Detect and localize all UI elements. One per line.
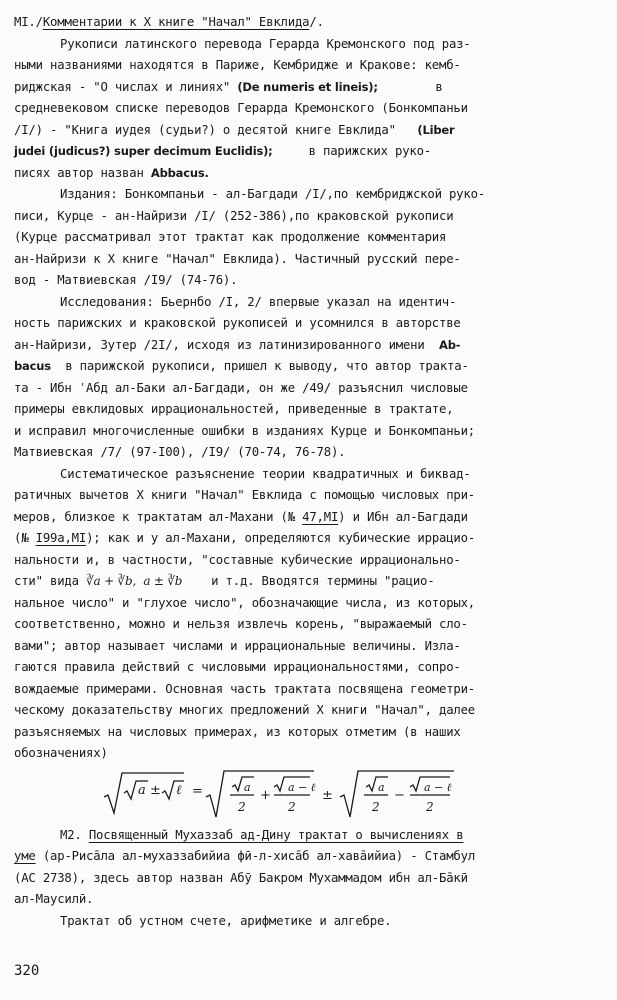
section-code: M2. — [60, 827, 82, 842]
paragraph-line: Исследования: Бьернбо /I, 2/ впервые указал на идентич- — [60, 294, 457, 309]
text-run: меров, близкое к трактатам ал-Махани (№ — [14, 509, 303, 524]
paragraph-line — [14, 335, 606, 357]
paragraph-line — [14, 507, 606, 529]
paragraph-line: разъясняемых на числовых примерах, из которых отметим (в наших — [14, 724, 461, 739]
paragraph-line — [14, 120, 606, 142]
paragraph-line: Матвиевская /7/ (97-I00), /I9/ (70-74, 76-78). — [14, 445, 346, 459]
svg-text:2: 2 — [238, 799, 246, 814]
page-body — [14, 12, 606, 932]
paragraph-line: ан-Найризи к X книге "Начал" Евклида). Частичный русский пере- — [14, 251, 461, 266]
section-m1-heading — [14, 12, 606, 34]
paragraph-line: (Курце рассматривал этот трактат как продолжение комментария — [14, 230, 447, 244]
paragraph-line — [14, 141, 606, 163]
display-formula-graphic — [104, 767, 504, 821]
paragraph-line — [14, 356, 606, 378]
paragraph-line: Трактат об устном счете, арифметике и алгебре. — [60, 913, 392, 928]
paragraph-line: вами"; автор называет числами и иррациональные величины. Изла- — [14, 638, 461, 653]
section-heading-end: /. — [309, 15, 324, 29]
paragraph-line — [14, 163, 606, 185]
cross-reference: 47,MI — [302, 509, 339, 524]
svg-text:±: ± — [322, 787, 333, 803]
section-title: Комментарии к X книге "Начал" Евклида — [42, 15, 310, 29]
svg-text:a: a — [138, 782, 146, 798]
section-code: MI./ — [14, 15, 43, 29]
text-run: (ар-Рисāла ал-мухаззабийиа фӣ-л-хисāб ал-хавāийиа) - Стамбул — [35, 849, 476, 863]
svg-text:a: a — [244, 780, 251, 794]
svg-text:±: ± — [150, 782, 161, 798]
paragraph-line: ными названиями находятся в Париже, Кембридже и Кракове: кемб- — [14, 58, 461, 72]
svg-text:ℓ: ℓ — [176, 782, 182, 798]
svg-text:a − ℓ: a − ℓ — [288, 780, 316, 794]
paragraph-line — [14, 846, 606, 868]
svg-text:−: − — [394, 787, 405, 803]
paragraph-line: нальное число" и "глухое число", обозначающие числа, из которых, — [14, 595, 476, 610]
paragraph-line: (АС 2738), здесь автор назван Абӯ Бакром Мухаммадом ибн ал-Бāкӣ — [14, 870, 468, 885]
paragraph-line: средневековом списке переводов Герарда Кремонского (Бонкомпаньи — [14, 101, 468, 115]
paragraph-line: ность парижских и краковской рукописей и усомнился в авторстве — [14, 316, 461, 330]
text-run: ) и Ибн ал-Багдади — [338, 509, 468, 524]
paragraph-line: обозначениях) — [14, 746, 108, 760]
paragraph-line: и исправил многочисленные ошибки в изданиях Курце и Бонкомпаньи; — [14, 423, 476, 438]
latin-name: Abbacus. — [150, 165, 209, 180]
latin-title: (De numeris et lineis); — [237, 79, 378, 94]
paragraph-line: примеры евклидовых иррациональностей, приведенные в трактате, — [14, 402, 454, 416]
inline-formula: ∛a + ∛b, a ± ∛b — [86, 574, 183, 588]
text-run: в парижских руко- — [308, 144, 432, 158]
paragraph-line — [14, 77, 606, 99]
svg-text:2: 2 — [288, 799, 296, 814]
paragraph-line: та - Ибн ʿАбд ал-Баки ал-Багдади, он же /49/ разъяснил числовые — [14, 380, 468, 395]
latin-title: judei (judicus?) super decimum Euclidis); — [14, 144, 273, 158]
text-run: /I/) - "Книга иудея (судьи?) о десятой книге Евклида" — [14, 122, 396, 137]
paragraph-line — [14, 528, 606, 550]
paragraph-line: Издания: Бонкомпаньи - ал-Багдади /I/,по кембриджской руко- — [60, 187, 485, 201]
svg-text:=: = — [192, 783, 203, 799]
text-run: риджская - "О числах и линиях" — [14, 79, 231, 94]
paragraph-line: нальности и, в частности, "составные кубические иррационально- — [14, 552, 461, 567]
section-title-continued: уме — [14, 849, 36, 863]
text-run: в парижской рукописи, пришел к выводу, что автор тракта- — [65, 359, 469, 373]
text-run: ан-Найризи, Зутер /2I/, исходя из латинизированного имени — [14, 337, 425, 352]
text-run: сти" вида — [14, 574, 79, 588]
paragraph-line: Систематическое разъяснение теории квадратичных и биквад- — [60, 466, 471, 481]
svg-text:+: + — [260, 787, 271, 803]
paragraph-line: ратичных вычетов X книги "Начал" Евклида с помощью числовых при- — [14, 488, 476, 502]
svg-text:2: 2 — [426, 799, 434, 814]
paragraph-line: писи, Курце - ан-Найризи /I/ (252-386),по краковской рукописи — [14, 208, 454, 223]
paragraph-line: ческому доказательству многих предложений X книги "Начал", далее — [14, 703, 476, 717]
cross-reference: I99a,MI — [35, 531, 87, 545]
paragraph-line: гаются правила действий с числовыми иррациональностями, сопро- — [14, 660, 461, 674]
paragraph-line: Рукописи латинского перевода Герарда Кремонского под раз- — [60, 36, 471, 51]
section-title: Посвященный Мухаззаб ад-Дину трактат о вычислениях в — [88, 827, 464, 842]
paragraph-line: ал-Маусилӣ. — [14, 892, 94, 906]
latin-name: Ab- — [439, 337, 461, 352]
section-m2-heading — [14, 825, 606, 847]
svg-text:a: a — [378, 780, 385, 794]
text-run: в — [435, 79, 443, 94]
text-run: ); как и у ал-Махани, определяются кубические иррацио- — [86, 531, 476, 545]
page-number: 320 — [14, 963, 40, 979]
text-run: писях автор назван — [14, 165, 144, 180]
text-run: и т.д. Вводятся термины "рацио- — [211, 574, 435, 588]
svg-text:a − ℓ: a − ℓ — [424, 780, 452, 794]
text-run: (№ — [14, 531, 36, 545]
latin-name: bacus — [14, 359, 51, 373]
paragraph-line: вождаемые примерами. Основная часть трактата посвящена геометри- — [14, 681, 476, 696]
svg-text:2: 2 — [372, 799, 380, 814]
display-formula — [14, 767, 606, 821]
paragraph-line: соответственно, можно и нельзя извлечь корень, "выражаемый сло- — [14, 617, 468, 631]
paragraph-line: вод - Матвиевская /I9/ (74-76). — [14, 273, 238, 287]
paragraph-line — [14, 571, 606, 593]
latin-title: (Liber — [417, 122, 455, 137]
